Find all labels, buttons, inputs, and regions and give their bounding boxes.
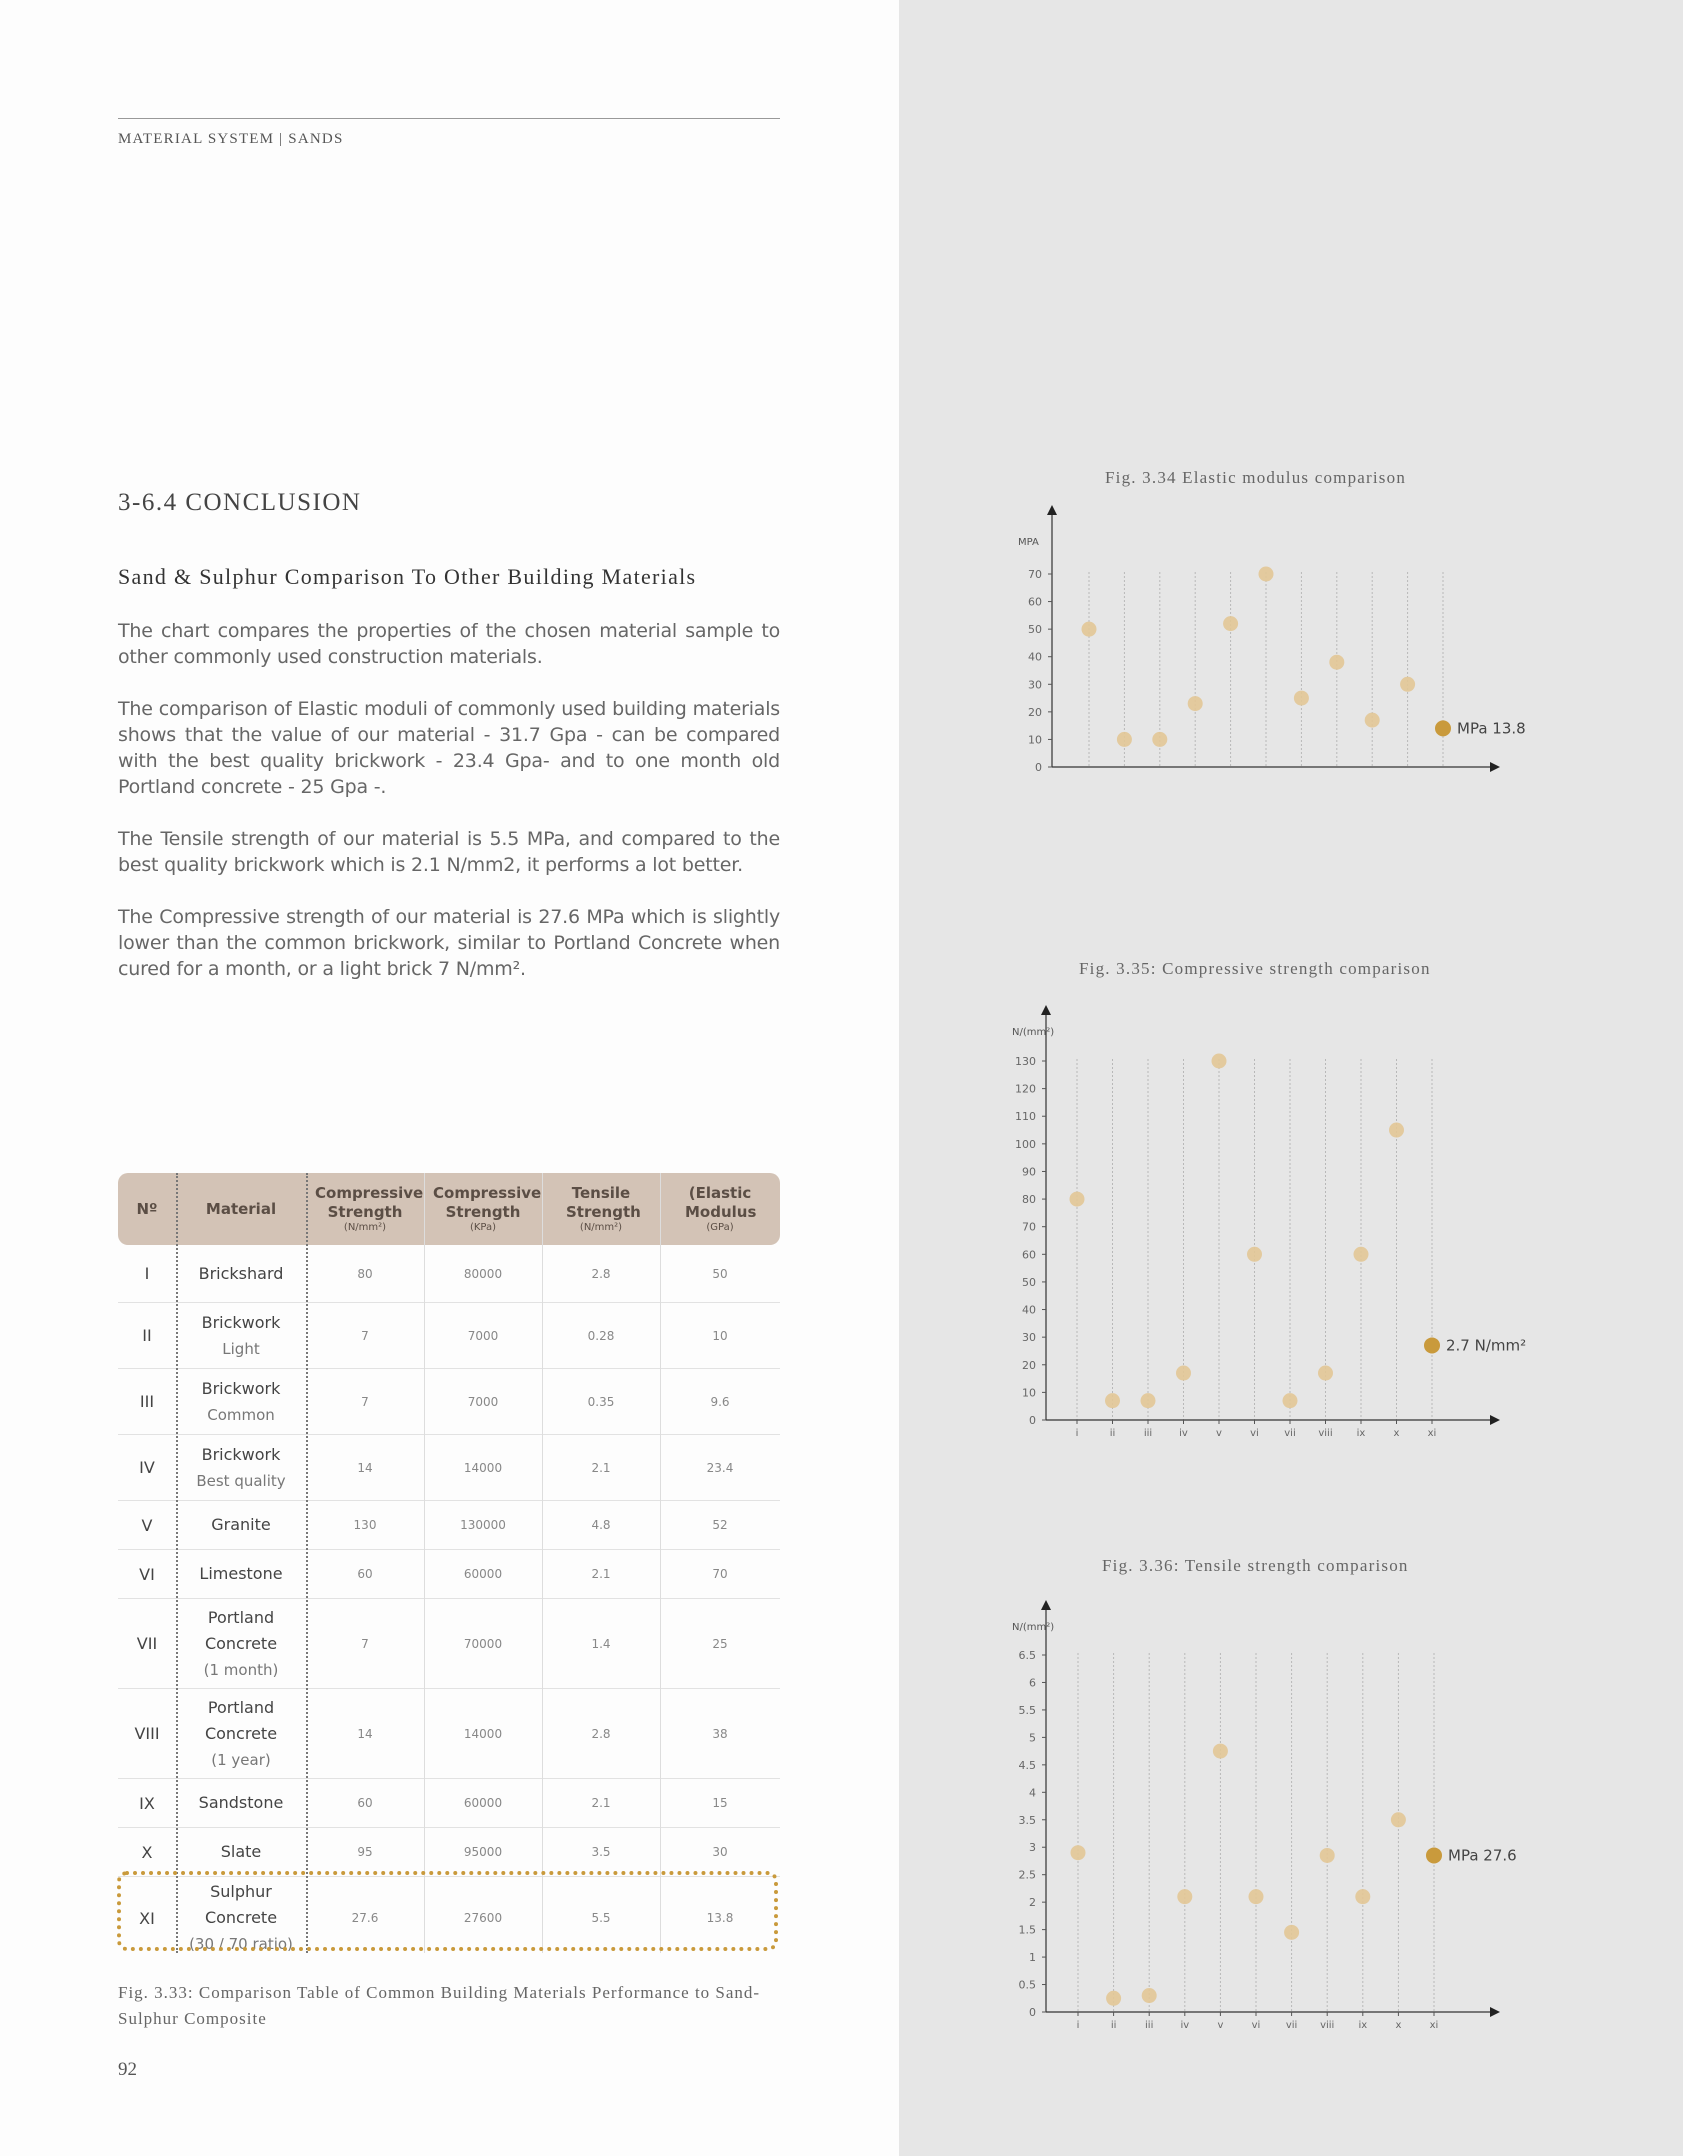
row-number: XI — [139, 1908, 155, 1928]
x-tick-label: v — [1216, 1428, 1222, 1439]
highlight-data-point — [1426, 1847, 1442, 1863]
y-tick-label: 4 — [1029, 1786, 1036, 1800]
data-point — [1320, 1848, 1335, 1863]
x-tick-label: vi — [1250, 1428, 1259, 1439]
page-number: 92 — [118, 2059, 137, 2080]
data-point — [1223, 616, 1238, 631]
row-number: V — [141, 1515, 153, 1535]
x-axis-arrow — [1490, 2007, 1500, 2017]
table-row — [118, 1689, 780, 1779]
section-title: 3-6.4 CONCLUSION — [118, 489, 362, 516]
material-cell — [176, 1501, 306, 1549]
y-tick-label: 0 — [1029, 2006, 1036, 2019]
sulphur-row-highlight — [117, 1871, 778, 1951]
material-name: Sandstone — [198, 1793, 284, 1812]
row-number: VII — [136, 1634, 158, 1653]
tensile-strength-cell: 2.1 — [591, 1567, 611, 1581]
data-point — [1213, 1744, 1228, 1759]
elastic-modulus-cell: 10 — [712, 1328, 728, 1343]
table-header — [118, 1173, 780, 1245]
tensile-strength-cell: 2.8 — [591, 1266, 611, 1281]
x-tick-label: ii — [1109, 1428, 1116, 1439]
table-row — [118, 1303, 780, 1369]
y-tick-label: 3.5 — [1018, 1813, 1036, 1827]
compressive-strength-chart — [980, 995, 1540, 1445]
material-name: Brickwork — [201, 1312, 281, 1332]
elastic-modulus-cell: 13.8 — [706, 1911, 734, 1925]
table-row — [118, 1599, 780, 1689]
material-name: Portland — [207, 1697, 275, 1717]
x-tick-label: x — [1395, 2020, 1402, 2031]
x-tick-label: ii — [1110, 2020, 1117, 2031]
material-cell — [176, 1689, 306, 1778]
x-tick-label: xi — [1429, 2020, 1439, 2031]
compressive-kpa-cell: 27600 — [463, 1911, 503, 1925]
data-point — [1105, 1393, 1120, 1408]
x-tick-label: v — [1217, 2020, 1224, 2031]
compressive-nmm2-cell: 7 — [361, 1394, 369, 1409]
y-tick-label: 20 — [1028, 705, 1042, 719]
y-axis-arrow — [1041, 1600, 1051, 1610]
y-tick-label: 90 — [1022, 1165, 1036, 1179]
tensile-strength-cell: 5.5 — [591, 1911, 611, 1925]
data-point — [1082, 622, 1097, 637]
material-name: Brickshard — [198, 1263, 284, 1283]
compressive-nmm2-cell: 7 — [361, 1636, 369, 1651]
material-name: Concrete — [204, 1908, 278, 1927]
material-cell — [176, 1828, 306, 1876]
compressive-nmm2-cell: 130 — [353, 1518, 377, 1532]
y-tick-label: 10 — [1022, 1386, 1036, 1400]
y-tick-label: 0.5 — [1018, 1978, 1036, 1992]
column-divider — [176, 1173, 178, 1953]
data-point — [1365, 713, 1380, 728]
compressive-nmm2-cell: 60 — [357, 1567, 373, 1581]
data-point — [1318, 1366, 1333, 1381]
y-tick-label: 100 — [1015, 1137, 1036, 1151]
header-cell: Material — [205, 1199, 277, 1218]
compressive-kpa-cell: 80000 — [463, 1266, 503, 1281]
table-row — [118, 1369, 780, 1435]
compressive-kpa-cell: 60000 — [463, 1567, 503, 1581]
y-tick-label: 70 — [1028, 568, 1042, 581]
data-point — [1177, 1889, 1192, 1904]
header-cell: Compressive Strength (KPa) — [433, 1184, 542, 1233]
material-variant: (30 / 70 ratio) — [189, 1935, 293, 1953]
tensile-strength-cell: 2.8 — [591, 1726, 611, 1741]
highlight-label: MPa 27.6 — [1448, 1846, 1517, 1865]
highlight-data-point — [1435, 720, 1451, 736]
row-number: IX — [139, 1793, 155, 1813]
y-tick-label: 40 — [1022, 1303, 1036, 1317]
table-row — [118, 1550, 780, 1599]
comparison-table — [118, 1173, 780, 1959]
x-tick-label: i — [1075, 1428, 1079, 1439]
table-row — [118, 1435, 780, 1501]
compressive-kpa-cell: 70000 — [463, 1636, 503, 1651]
compressive-nmm2-cell: 60 — [357, 1796, 373, 1810]
column-divider — [542, 1173, 543, 1953]
x-tick-label: ix — [1356, 1428, 1366, 1439]
data-point — [1070, 1192, 1085, 1207]
x-axis-arrow — [1490, 762, 1500, 772]
y-tick-label: 1.5 — [1018, 1923, 1036, 1937]
data-point — [1400, 677, 1415, 692]
y-tick-label: 30 — [1028, 678, 1042, 692]
material-name: Limestone — [199, 1564, 283, 1583]
material-cell — [176, 1245, 306, 1302]
material-name: Brickwork — [201, 1378, 281, 1398]
row-number: I — [144, 1264, 150, 1283]
material-cell — [176, 1303, 306, 1368]
material-name: Slate — [220, 1842, 262, 1861]
y-tick-label: 50 — [1022, 1275, 1036, 1289]
y-tick-label: 0 — [1029, 1414, 1036, 1427]
header-cell: Compressive Strength (N/mm²) — [315, 1184, 424, 1233]
highlight-label: 2.7 N/mm² — [1446, 1336, 1527, 1355]
data-point — [1284, 1925, 1299, 1940]
y-tick-label: 6 — [1029, 1676, 1036, 1690]
compressive-nmm2-cell: 14 — [357, 1460, 373, 1475]
x-tick-label: ix — [1358, 2020, 1368, 2031]
chart-title: Fig. 3.35: Compressive strength comparison — [1079, 959, 1431, 978]
y-axis-label: N/(mm²) — [1012, 1622, 1055, 1633]
compressive-kpa-cell: 14000 — [463, 1460, 503, 1475]
highlight-label: MPa 13.8 — [1457, 719, 1526, 738]
compressive-nmm2-cell: 14 — [357, 1726, 373, 1741]
tensile-strength-cell: 2.1 — [591, 1796, 611, 1810]
x-tick-label: iv — [1180, 2020, 1190, 2031]
row-number: IV — [139, 1458, 155, 1477]
elastic-modulus-cell: 52 — [712, 1518, 728, 1532]
y-tick-label: 70 — [1022, 1220, 1036, 1234]
data-point — [1071, 1845, 1086, 1860]
row-number: II — [142, 1326, 152, 1345]
data-point — [1259, 567, 1274, 582]
data-point — [1212, 1054, 1227, 1069]
x-tick-label: vii — [1285, 2020, 1298, 2031]
y-tick-label: 10 — [1028, 733, 1042, 747]
elastic-modulus-cell: 30 — [712, 1845, 728, 1859]
data-point — [1117, 732, 1132, 747]
table-row — [118, 1779, 780, 1828]
tensile-strength-cell: 0.28 — [587, 1328, 615, 1343]
header-cell: Tensile Strength (N/mm²) — [566, 1184, 641, 1233]
elastic-modulus-chart — [980, 495, 1540, 795]
table-caption: Fig. 3.33: Comparison Table of Common Building Materials Performance to Sand-Sulphur Composite — [118, 1983, 761, 2028]
header-cell: (Elastic Modulus (GPa) — [685, 1184, 757, 1233]
x-tick-label: iii — [1143, 1428, 1153, 1439]
elastic-modulus-cell: 23.4 — [706, 1460, 734, 1475]
material-name: Granite — [211, 1515, 271, 1534]
y-tick-label: 20 — [1022, 1358, 1036, 1372]
compressive-kpa-cell: 7000 — [467, 1328, 499, 1343]
row-number: X — [141, 1842, 153, 1862]
data-point — [1142, 1988, 1157, 2003]
header-cell: Nº — [136, 1199, 158, 1218]
elastic-modulus-cell: 15 — [712, 1796, 728, 1810]
tensile-strength-cell: 2.1 — [591, 1460, 611, 1475]
compressive-kpa-cell: 130000 — [460, 1518, 506, 1532]
material-variant: (1 month) — [203, 1660, 279, 1679]
y-tick-label: 6.5 — [1018, 1649, 1036, 1662]
paragraph: The comparison of Elastic moduli of commonly used building materials shows that the value of our material - 31.7 Gpa - can be compared with the best quality brickwork - 23.4 Gpa- and to one month old Portland concrete - 25 Gpa -. — [118, 698, 780, 798]
y-axis-arrow — [1047, 505, 1057, 515]
material-name: Concrete — [204, 1723, 278, 1743]
y-tick-label: 60 — [1028, 595, 1042, 609]
data-point — [1391, 1812, 1406, 1827]
body-text — [118, 618, 780, 1008]
material-variant: Light — [222, 1339, 260, 1358]
material-cell — [176, 1369, 306, 1434]
compressive-nmm2-cell: 95 — [357, 1845, 373, 1859]
elastic-modulus-cell: 25 — [712, 1636, 728, 1651]
section-subtitle: Sand & Sulphur Comparison To Other Building Materials — [118, 564, 697, 589]
x-tick-label: iv — [1179, 1428, 1188, 1439]
data-point — [1294, 691, 1309, 706]
material-cell — [176, 1435, 306, 1500]
y-tick-label: 5 — [1029, 1731, 1036, 1745]
material-name: Portland — [207, 1607, 275, 1627]
y-tick-label: 30 — [1022, 1331, 1036, 1345]
tensile-strength-cell: 0.35 — [587, 1394, 615, 1409]
compressive-kpa-cell: 60000 — [463, 1796, 503, 1810]
elastic-modulus-cell: 38 — [712, 1726, 728, 1741]
material-name: Concrete — [204, 1633, 278, 1653]
compressive-nmm2-cell: 7 — [361, 1328, 369, 1343]
table-row — [118, 1501, 780, 1550]
row-number: VI — [139, 1564, 155, 1584]
x-tick-label: x — [1393, 1428, 1400, 1439]
data-point — [1389, 1123, 1404, 1138]
compressive-kpa-cell: 7000 — [467, 1394, 499, 1409]
y-tick-label: 130 — [1015, 1055, 1036, 1068]
running-header: MATERIAL SYSTEM | SANDS — [118, 131, 344, 147]
y-tick-label: 0 — [1035, 761, 1042, 774]
tensile-strength-cell: 1.4 — [591, 1636, 611, 1651]
y-tick-label: 120 — [1015, 1082, 1036, 1096]
header-rule — [118, 118, 780, 119]
x-tick-label: vii — [1284, 1428, 1296, 1439]
row-number: III — [139, 1392, 155, 1411]
paragraph: The chart compares the properties of the chosen material sample to other commonly used construction materials. — [118, 620, 780, 668]
table-row — [118, 1828, 780, 1877]
y-axis-label: MPA — [1018, 537, 1039, 548]
tensile-strength-cell: 4.8 — [591, 1518, 611, 1532]
elastic-modulus-cell: 9.6 — [710, 1394, 730, 1409]
paragraph: The Compressive strength of our material is 27.6 MPa which is slightly lower than the common brickwork, similar to Portland Concrete when cured for a month, or a light brick 7 N/mm². — [118, 906, 780, 980]
material-variant: (1 year) — [211, 1750, 271, 1769]
table-row — [118, 1245, 780, 1303]
data-point — [1188, 696, 1203, 711]
paragraph: The Tensile strength of our material is 5.5 MPa, and compared to the best quality brickwork which is 2.1 N/mm2, it performs a lot better. — [118, 828, 780, 876]
y-tick-label: 4.5 — [1018, 1758, 1036, 1772]
y-tick-label: 5.5 — [1018, 1703, 1036, 1717]
tensile-strength-chart — [980, 1590, 1540, 2040]
column-divider — [660, 1173, 661, 1953]
x-tick-label: xi — [1427, 1428, 1437, 1439]
material-cell — [176, 1779, 306, 1827]
data-point — [1247, 1247, 1262, 1262]
data-point — [1249, 1889, 1264, 1904]
x-tick-label: iii — [1145, 2020, 1154, 2031]
y-tick-label: 2 — [1029, 1896, 1036, 1910]
material-variant: Best quality — [196, 1471, 286, 1490]
y-axis-arrow — [1041, 1005, 1051, 1015]
compressive-nmm2-cell: 80 — [357, 1266, 373, 1281]
y-tick-label: 50 — [1028, 623, 1042, 637]
material-variant: Common — [207, 1405, 275, 1424]
x-tick-label: vi — [1251, 2020, 1261, 2031]
data-point — [1106, 1991, 1121, 2006]
row-number: VIII — [134, 1724, 160, 1743]
x-tick-label: i — [1076, 2020, 1080, 2031]
material-cell — [176, 1599, 306, 1688]
table-body — [118, 1245, 780, 1959]
data-point — [1355, 1889, 1370, 1904]
highlight-data-point — [1424, 1337, 1440, 1353]
y-tick-label: 1 — [1029, 1951, 1036, 1965]
tensile-strength-cell: 3.5 — [591, 1845, 611, 1859]
y-axis-label: N/(mm²) — [1012, 1027, 1055, 1038]
material-cell — [176, 1550, 306, 1598]
y-tick-label: 40 — [1028, 650, 1042, 664]
y-tick-label: 2.5 — [1018, 1868, 1036, 1882]
elastic-modulus-cell: 70 — [712, 1567, 728, 1581]
elastic-modulus-cell: 50 — [712, 1266, 728, 1281]
y-tick-label: 60 — [1022, 1248, 1036, 1262]
chart-title: Fig. 3.36: Tensile strength comparison — [1102, 1556, 1409, 1575]
column-divider — [424, 1173, 425, 1953]
compressive-kpa-cell: 95000 — [463, 1845, 503, 1859]
data-point — [1141, 1393, 1156, 1408]
data-point — [1283, 1393, 1298, 1408]
y-tick-label: 3 — [1029, 1841, 1036, 1855]
x-tick-label: viii — [1320, 2020, 1335, 2031]
data-point — [1152, 732, 1167, 747]
data-point — [1329, 655, 1344, 670]
x-tick-label: viii — [1318, 1428, 1333, 1439]
material-name: Sulphur — [210, 1882, 272, 1901]
data-point — [1354, 1247, 1369, 1262]
y-tick-label: 110 — [1015, 1110, 1036, 1124]
compressive-nmm2-cell: 27.6 — [351, 1911, 379, 1925]
chart-title: Fig. 3.34 Elastic modulus comparison — [1105, 468, 1407, 487]
y-tick-label: 80 — [1022, 1193, 1036, 1207]
column-divider — [306, 1173, 308, 1953]
material-name: Brickwork — [201, 1444, 281, 1464]
compressive-kpa-cell: 14000 — [463, 1726, 503, 1741]
data-point — [1176, 1366, 1191, 1381]
x-axis-arrow — [1490, 1415, 1500, 1425]
